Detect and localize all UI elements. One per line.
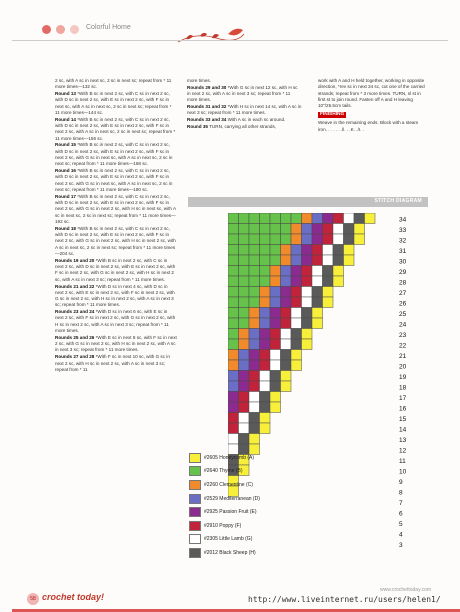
stitch-cell <box>239 339 250 350</box>
row-number-label: 19 <box>399 373 407 381</box>
row-number-label: 20 <box>399 363 407 371</box>
stitch-cell <box>239 371 250 382</box>
stitch-cell <box>228 297 239 308</box>
stitch-cell <box>249 245 260 256</box>
stitch-cell <box>281 266 292 277</box>
color-swatch <box>189 521 201 531</box>
stitch-cell <box>270 255 281 266</box>
row-number-label: 11 <box>399 457 406 465</box>
stitch-cell <box>249 434 260 445</box>
row-number-label: 25 <box>399 310 407 318</box>
stitch-cell <box>249 350 260 361</box>
instruction-paragraph: Rounds 21 and 22 *With D sc in next 4 sc, with D sc in next 2 sc, with E sc in next 2 sc, with F sc in next 2 sc, with G sc in next 2 sc, with H sc in next 2 sc, with A sc in next 3 sc; repeat from * 11 more times. <box>55 283 175 308</box>
row-number-label: 26 <box>399 300 407 308</box>
stitch-cell <box>239 287 250 298</box>
stitch-cell <box>281 329 292 340</box>
stitch-cell <box>323 297 334 308</box>
color-legend <box>189 451 281 560</box>
stitch-cell <box>249 266 260 277</box>
legend-label: #2640 Thyme (B) <box>204 468 243 475</box>
stitch-cell <box>260 360 271 371</box>
header-dot <box>42 25 51 34</box>
stitch-cell <box>228 245 239 256</box>
stitch-cell <box>270 287 281 298</box>
instruction-paragraph: Rounds 19 and 20 *With B sc in next 2 sc, with C sc in next 2 sc, with D sc in next 2 sc, with E sc in next 2 sc, with F sc in next 2 sc, with G sc in next 2 sc, with H sc in next 2 sc, with A sc in next 3 sc; repeat from * 11 more times. <box>55 257 176 282</box>
color-swatch <box>189 453 201 463</box>
stitch-cell <box>239 255 250 266</box>
stitch-cell <box>344 245 355 256</box>
stitch-cell <box>302 224 313 235</box>
stitch-cell <box>281 245 292 256</box>
instructions-col-1 <box>55 78 177 374</box>
stitch-cell <box>270 224 281 235</box>
stitch-cell <box>249 297 260 308</box>
stitch-cell <box>249 276 260 287</box>
finishing-text: Weave in the remaining ends. Block with a steam iron. <box>318 120 419 132</box>
stitch-cell <box>249 339 260 350</box>
stitch-cell <box>291 297 302 308</box>
instruction-paragraph: Rounds 25 and 26 *With E sc in next 8 sc, with F sc in next 2 sc, with G sc in next 2 sc, with H sc in next 2 sc, with A sc in next 3 sc; repeat from * 11 more times. <box>55 334 177 353</box>
stitch-cell <box>291 234 302 245</box>
stitch-cell <box>333 234 344 245</box>
stitch-cell <box>312 318 323 329</box>
instruction-paragraph: Round 15 *With B sc in next 2 sc, with C sc in next 2 sc, with D sc in next 2 sc, with E sc in next 2 sc, with F sc in next 2 sc, with G sc in next sc, with A sc in next sc, 2 sc in next sc; repeat from * 11 more times—168 sc. <box>55 142 173 167</box>
legend-item <box>189 533 281 547</box>
stitch-cell <box>291 308 302 319</box>
stitch-cell <box>260 423 271 434</box>
instructions-col-2 <box>187 78 302 131</box>
stitch-cell <box>239 413 250 424</box>
stitch-cell <box>312 287 323 298</box>
stitch-diagram-band <box>188 197 428 207</box>
stitch-cell <box>333 224 344 235</box>
instruction-paragraph: Rounds 27 and 28 *With F sc in next 10 sc, with G sc in next 2 sc, with H sc in next 2 sc, with A sc in next 3 sc; repeat from * 11 <box>55 354 170 372</box>
stitch-cell <box>333 213 344 224</box>
stitch-cell <box>270 318 281 329</box>
row-number-label: 32 <box>399 237 407 245</box>
stitch-cell <box>228 234 239 245</box>
legend-label: #2260 Clementine (C) <box>204 481 253 488</box>
stitch-cell <box>270 297 281 308</box>
instruction-paragraph: Rounds 31 and 32 *With H sc in next 14 sc, with A sc in next 3 sc; repeat from * 11 more times. <box>187 104 302 116</box>
stitch-cell <box>260 381 271 392</box>
stitch-cell <box>228 213 239 224</box>
row-number-label: 30 <box>399 258 407 266</box>
stitch-cell <box>270 276 281 287</box>
stitch-cell <box>249 224 260 235</box>
stitch-cell <box>228 434 239 445</box>
stitch-cell <box>249 360 260 371</box>
row-number-label: 29 <box>399 268 407 276</box>
stitch-cell <box>302 339 313 350</box>
stitch-cell <box>291 339 302 350</box>
stitch-cell <box>249 329 260 340</box>
stitch-cell <box>344 224 355 235</box>
row-number-label: 10 <box>399 468 407 476</box>
stitch-cell <box>291 318 302 329</box>
stitch-cell <box>239 213 250 224</box>
stitch-cell <box>228 339 239 350</box>
stitch-cell <box>323 224 334 235</box>
stitch-cell <box>260 266 271 277</box>
stitch-cell <box>281 371 292 382</box>
stitch-cell <box>270 245 281 256</box>
row-number-label: 17 <box>399 394 407 402</box>
stitch-cell <box>291 255 302 266</box>
color-swatch <box>189 466 201 476</box>
instruction-paragraph: more times. <box>187 78 211 83</box>
stitch-cell <box>291 224 302 235</box>
stitch-cell <box>323 276 334 287</box>
stitch-cell <box>344 213 355 224</box>
instruction-paragraph: Rounds 23 and 24 *With D sc in next 6 sc, with E sc in next 2 sc, with F sc in next 2 sc, with G sc in next 2 sc, with H sc in next 2 sc, with A sc in next 3 sc; repeat from * 11 more times. <box>55 309 176 334</box>
stitch-cell <box>239 276 250 287</box>
stitch-cell <box>291 266 302 277</box>
stitch-cell <box>291 360 302 371</box>
stitch-cell <box>270 308 281 319</box>
legend-item <box>189 546 281 560</box>
row-number-label: 33 <box>399 226 407 234</box>
row-number-label: 16 <box>399 405 407 413</box>
stitch-cell <box>323 245 334 256</box>
stitch-cell <box>333 245 344 256</box>
stitch-cell <box>249 423 260 434</box>
magazine-logo: crochet today! <box>42 592 105 602</box>
finishing-heading: FINISHING <box>320 111 345 117</box>
stitch-cell <box>260 339 271 350</box>
stitch-cell <box>270 266 281 277</box>
stitch-cell <box>249 255 260 266</box>
stitch-cell <box>291 329 302 340</box>
legend-item <box>189 465 281 479</box>
stitch-cell <box>260 318 271 329</box>
stitch-cell <box>228 381 239 392</box>
legend-item <box>189 451 281 465</box>
section-title: Colorful Home <box>86 24 131 31</box>
stitch-cell <box>239 318 250 329</box>
stitch-cell <box>291 276 302 287</box>
stitch-cell <box>270 350 281 361</box>
stitch-cell <box>270 360 281 371</box>
instruction-paragraph: Round 14 *With B sc in next 2 sc, with C sc in next 2 sc, with D sc in next 2 sc, with E sc in next 2 sc, with F sc in next 2 sc, with A sc in next sc, 2 sc in next sc; repeat from * 11 more times—156 sc. <box>55 116 176 141</box>
instruction-paragraph: Round 16 *With B sc in next 2 sc, with C sc in next 2 sc, with D sc in next 2 sc, with E sc in next 2 sc, with F sc in next 2 sc, with G sc in next sc, with A sc in next sc, 2 sc in next sc; repeat from * 11 more times—180 sc. <box>55 168 173 193</box>
finish-instructions: work with A and H held together, working in opposite direction, *rev sc in next 34 sc, cut one of the carried strands; repeat from * 3 more times. TURN, sl st in first st to join round. Fasten off A and H leaving 10"/25.5cm tails. <box>318 78 425 109</box>
stitch-cell <box>302 318 313 329</box>
row-number-label: 23 <box>399 331 407 339</box>
stitch-cell <box>260 287 271 298</box>
row-number-label: 4 <box>399 531 403 539</box>
stitch-cell <box>239 381 250 392</box>
stitch-cell <box>281 297 292 308</box>
stitch-cell <box>249 392 260 403</box>
stitch-cell <box>302 329 313 340</box>
stitch-cell <box>260 350 271 361</box>
stitch-cell <box>333 255 344 266</box>
stitch-cell <box>344 255 355 266</box>
stitch-cell <box>312 224 323 235</box>
stitch-cell <box>228 392 239 403</box>
legend-label: #2925 Passion Fruit (E) <box>204 509 257 516</box>
row-number-label: 31 <box>399 247 407 255</box>
row-number-label: 3 <box>399 541 403 549</box>
stitch-cell <box>249 308 260 319</box>
row-number-label: 5 <box>399 520 403 528</box>
stitch-cell <box>302 297 313 308</box>
stitch-cell <box>302 245 313 256</box>
stitch-cell <box>249 318 260 329</box>
instruction-paragraph: Round 13 *With B sc in next 2 sc, with C sc in next 2 sc, with D sc in next 2 sc, with E sc in next 2 sc, with F sc in next sc, with A sc in next sc, 2 sc in next sc; repeat from * 11 more times—144 sc. <box>55 91 172 115</box>
stitch-cell <box>270 402 281 413</box>
legend-label: #2305 Little Lamb (G) <box>204 536 253 543</box>
stitch-cell <box>228 276 239 287</box>
stitch-cell <box>291 287 302 298</box>
header-dot <box>70 25 79 34</box>
stitch-cell <box>260 413 271 424</box>
row-number-label: 34 <box>399 216 407 224</box>
stitch-cell <box>228 287 239 298</box>
legend-label: #2910 Poppy (F) <box>204 522 242 529</box>
stitch-cell <box>323 287 334 298</box>
stitch-cell <box>281 381 292 392</box>
stitch-cell <box>249 413 260 424</box>
instruction-paragraph: Round 18 *With B sc in next 2 sc, with C sc in next 2 sc, with D sc in next 2 sc, with E sc in next 2 sc, with F sc in next 2 sc, with G sc in next 2 sc, with H sc in next 2 sc, with A sc in next sc, 2 sc in next sc; repeat from * 11 more times—204 sc. <box>55 225 176 257</box>
stitch-cell <box>228 329 239 340</box>
stitch-cell <box>228 255 239 266</box>
stitch-cell <box>228 308 239 319</box>
color-swatch <box>189 480 201 490</box>
stitch-cell <box>312 266 323 277</box>
stitch-cell <box>302 255 313 266</box>
stitch-diagram-title: STITCH DIAGRAM <box>374 198 422 204</box>
legend-label: #2605 Honeycomb (A) <box>204 454 255 461</box>
stitch-cell <box>291 350 302 361</box>
stitch-cell <box>270 339 281 350</box>
stitch-cell <box>228 360 239 371</box>
stitch-cell <box>260 276 271 287</box>
row-number-label: 12 <box>399 447 407 455</box>
watermark-url: http://www.liveinternet.ru/users/helen1/ <box>248 595 441 604</box>
row-number-label: 7 <box>399 499 403 507</box>
stitch-cell <box>270 392 281 403</box>
row-number-label: 24 <box>399 321 407 329</box>
stitch-cell <box>281 287 292 298</box>
instruction-paragraph: Round 17 *With B sc in next 2 sc, with C sc in next 2 sc, with D sc in next 2 sc, with E sc in next 2 sc, with F sc in next 2 sc, with G sc in next 2 sc, with H sc in next sc, with A sc in next sc, 2 sc in next sc; repeat from * 11 more times—192 sc. <box>55 193 176 225</box>
stitch-cell <box>312 245 323 256</box>
stitch-cell <box>270 234 281 245</box>
stitch-cell <box>270 329 281 340</box>
stitch-cell <box>260 297 271 308</box>
stitch-cell <box>281 276 292 287</box>
stitch-cell <box>312 255 323 266</box>
stitch-cell <box>270 371 281 382</box>
stitch-cell <box>260 402 271 413</box>
instruction-paragraph: Rounds 29 and 30 *With G sc in next 12 sc, with H sc in next 2 sc, with A sc in next 3 sc; repeat from * 11 more times. <box>187 84 298 103</box>
stitch-cell <box>260 371 271 382</box>
leaf-vine-icon <box>176 26 246 46</box>
row-number-label: 18 <box>399 384 407 392</box>
page-number: 58 <box>27 593 39 605</box>
stitch-cell <box>260 255 271 266</box>
stitch-cell <box>312 297 323 308</box>
stitch-cell <box>239 224 250 235</box>
stitch-cell <box>354 213 365 224</box>
stitch-cell <box>239 360 250 371</box>
row-number-label: 27 <box>399 289 407 297</box>
stitch-cell <box>281 234 292 245</box>
stitch-cell <box>333 266 344 277</box>
stitch-cell <box>260 329 271 340</box>
stitch-cell <box>249 287 260 298</box>
stitch-cell <box>260 392 271 403</box>
stitch-cell <box>228 350 239 361</box>
row-number-label: 15 <box>399 415 407 423</box>
stitch-cell <box>239 423 250 434</box>
stitch-cell <box>333 276 344 287</box>
stitch-cell <box>281 308 292 319</box>
stitch-cell <box>323 255 334 266</box>
stitch-cell <box>228 266 239 277</box>
stitch-cell <box>270 213 281 224</box>
stitch-cell <box>239 434 250 445</box>
row-number-label: 14 <box>399 426 407 434</box>
stitch-cell <box>291 245 302 256</box>
row-number-label: 8 <box>399 489 403 497</box>
stitch-cell <box>302 213 313 224</box>
stitch-cell <box>302 276 313 287</box>
stitch-cell <box>249 371 260 382</box>
stitch-cell <box>260 213 271 224</box>
stitch-cell <box>270 381 281 392</box>
stitch-cell <box>228 371 239 382</box>
stitch-cell <box>249 234 260 245</box>
instructions-col-3 <box>318 78 428 133</box>
stitch-cell <box>249 213 260 224</box>
instruction-paragraph: Rounds 33 and 34 With A sc in each sc around. <box>187 117 286 123</box>
stitch-cell <box>291 213 302 224</box>
stitch-cell <box>260 308 271 319</box>
stitch-cell <box>281 318 292 329</box>
stitch-cell <box>239 392 250 403</box>
stitch-cell <box>344 234 355 245</box>
color-swatch <box>189 494 201 504</box>
legend-item <box>189 519 281 533</box>
color-swatch <box>189 534 201 544</box>
stitch-cell <box>249 402 260 413</box>
row-number-label: 6 <box>399 510 403 518</box>
header-dot <box>56 25 65 34</box>
stitch-cell <box>312 308 323 319</box>
stitch-cell <box>228 224 239 235</box>
stitch-cell <box>365 213 376 224</box>
stitch-cell <box>302 308 313 319</box>
legend-label: #2529 Mediterranean (D) <box>204 495 260 502</box>
row-number-label: 21 <box>399 352 407 360</box>
stitch-cell <box>323 213 334 224</box>
stitch-cell <box>281 350 292 361</box>
stitch-cell <box>228 402 239 413</box>
stitch-cell <box>302 266 313 277</box>
stitch-cell <box>228 423 239 434</box>
stitch-cell <box>249 381 260 392</box>
page-header <box>0 0 460 46</box>
instruction-paragraph: 2 sc, with A sc in next sc, 2 sc in next sc; repeat from * 11 more times—132 sc. <box>55 78 172 90</box>
legend-item <box>189 492 281 506</box>
stitch-cell <box>302 287 313 298</box>
stitch-cell <box>312 213 323 224</box>
stitch-cell <box>260 224 271 235</box>
stitch-cell <box>260 234 271 245</box>
stitch-cell <box>239 266 250 277</box>
stitch-cell <box>281 339 292 350</box>
row-number-label: 22 <box>399 342 407 350</box>
stitch-cell <box>312 276 323 287</box>
page-footer <box>0 583 460 612</box>
stitch-cell <box>239 297 250 308</box>
stitch-cell <box>239 234 250 245</box>
stitch-cell <box>281 224 292 235</box>
stitch-cell <box>228 413 239 424</box>
stitch-cell <box>281 213 292 224</box>
stitch-cell <box>323 234 334 245</box>
stitch-cell <box>239 350 250 361</box>
stitch-cell <box>239 329 250 340</box>
legend-label: #2012 Black Sheep (H) <box>204 549 256 556</box>
row-number-label: 13 <box>399 436 407 444</box>
legend-item <box>189 478 281 492</box>
finishing-text-end: . . . . . .ll. . .K. ./I. . <box>326 126 364 132</box>
stitch-cell <box>260 245 271 256</box>
stitch-cell <box>354 234 365 245</box>
color-swatch <box>189 507 201 517</box>
stitch-cell <box>239 402 250 413</box>
instruction-paragraph: Round 35 TURN, carrying all other strands, <box>187 124 277 130</box>
stitch-cell <box>302 234 313 245</box>
row-number-label: 9 <box>399 478 403 486</box>
stitch-cell <box>281 360 292 371</box>
stitch-cell <box>312 234 323 245</box>
stitch-cell <box>281 255 292 266</box>
stitch-cell <box>239 308 250 319</box>
color-swatch <box>189 548 201 558</box>
stitch-cell <box>354 224 365 235</box>
site-url: www.crochettoday.com <box>380 587 432 593</box>
stitch-cell <box>323 266 334 277</box>
stitch-cell <box>239 245 250 256</box>
legend-item <box>189 505 281 519</box>
stitch-cell <box>228 318 239 329</box>
row-number-label: 28 <box>399 279 407 287</box>
